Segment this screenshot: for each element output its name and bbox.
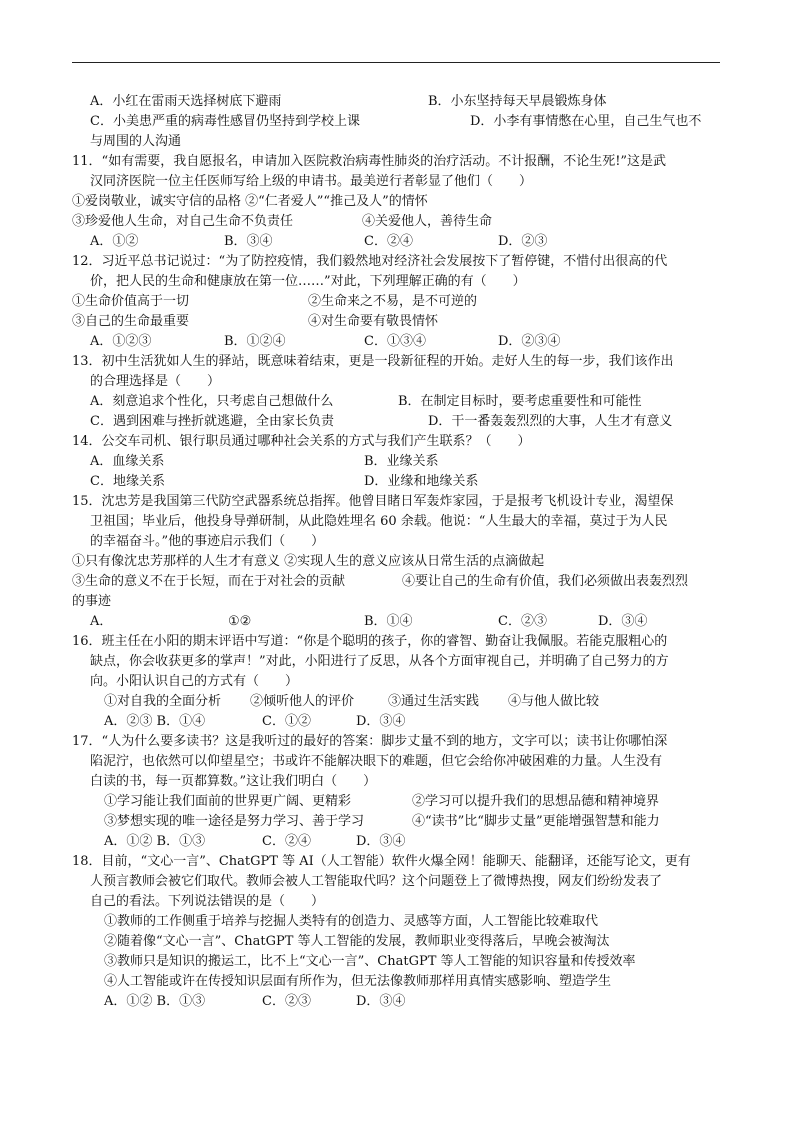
q12-statement-2: ②生命来之不易，是不可逆的: [308, 294, 478, 309]
q18-statement-2: ②随着像“文心一言”、ChatGPT 等人工智能的发展，教师职业变得落后，早晚会被淘汰: [104, 934, 610, 949]
q17-statement-2: ②学习可以提升我们的思想品德和精神境界: [412, 794, 660, 809]
q10-option-d[interactable]: D．小李有事情憋在心里，自己生气也不: [470, 114, 702, 129]
q16-statements: [72, 692, 722, 712]
q16-statement-4: ④与他人做比较: [508, 694, 600, 709]
q16-options: [72, 712, 722, 732]
q11-options: [72, 232, 722, 252]
q14-stem: 14．公交车司机、银行职员通过哪种社会关系的方式与我们产生联系？（ ）: [72, 434, 531, 449]
q12-statements-12: [72, 292, 722, 312]
q16-option-d[interactable]: D．③④: [356, 714, 406, 729]
q16-statement-1: ①对自我的全面分析: [104, 694, 222, 709]
q11-stem-1: 11．“如有需要，我自愿报名，申请加入医院救治病毒性肺炎的治疗活动。不计报酬，不论生死!”这是武: [72, 154, 667, 169]
q14-option-b[interactable]: B．业缘关系: [364, 454, 439, 469]
q18-option-ab[interactable]: A．①② B．①③: [104, 994, 206, 1009]
q13-option-c[interactable]: C．遇到困难与挫折就逃避，全由家长负责: [90, 414, 334, 429]
q17-statements-12: [72, 792, 722, 812]
q16-option-c[interactable]: C．①②: [262, 714, 311, 729]
q18-stem-1: 18．目前，“文心一言”、ChatGPT 等 AI（人工智能）软件火爆全网！能聊天、能翻译，还能写论文，更有: [72, 854, 691, 869]
q14-option-a[interactable]: A．血缘关系: [90, 454, 165, 469]
q12-statement-3: ③自己的生命最重要: [72, 314, 190, 329]
q18-stem-2: 人预言教师会被它们取代。教师会被人工智能取代吗？这个问题登上了微博热搜，网友们纷纷发表了: [90, 874, 663, 889]
q10-option-d-cont: 与周围的人沟通: [90, 134, 182, 149]
q13-option-b[interactable]: B．在制定目标时，要考虑重要性和可能性: [398, 394, 642, 409]
q12-options: [72, 332, 722, 352]
q15-statement-3: ③生命的意义不在于长短，而在于对社会的贡献: [72, 574, 346, 589]
q17-stem-3: 白读的书，每一页都算数。”这让我们明白（ ）: [90, 774, 377, 789]
q15-option-c[interactable]: C．②③: [498, 614, 547, 629]
q13-stem-2: 的合理选择是（ ）: [90, 374, 221, 389]
q16-statement-3: ③通过生活实践: [388, 694, 480, 709]
q17-statement-1: ①学习能让我们面前的世界更广阔、更精彩: [104, 794, 352, 809]
q17-option-c[interactable]: C．②④: [262, 834, 311, 849]
q12-stem-1: 12．习近平总书记说过：“为了防控疫情，我们毅然地对经济社会发展按下了暂停键，不惜付出很高的代: [72, 254, 668, 269]
q15-options: [72, 612, 722, 632]
q18-option-c[interactable]: C．②③: [262, 994, 311, 1009]
q11-statements-12: ①爱岗敬业，诚实守信的品格 ②“仁者爱人”“推己及人”的情怀: [72, 194, 428, 209]
q12-option-b[interactable]: B．①②④: [224, 334, 286, 349]
q17-option-d[interactable]: D．③④: [356, 834, 406, 849]
header-rule: [72, 62, 720, 63]
q13-options-ab: [72, 392, 722, 412]
q17-stem-1: 17．“人为什么要多读书？这是我听过的最好的答案：脚步丈量不到的地方，文字可以；读书让你哪怕深: [72, 734, 668, 749]
q12-option-d[interactable]: D．②③④: [498, 334, 561, 349]
q12-stem-2: 价，把人民的生命和健康放在第一位……”对此，下列理解正确的有（ ）: [90, 274, 526, 289]
q13-option-d[interactable]: D．干一番轰轰烈烈的大事，人生才有意义: [428, 414, 673, 429]
q14-options-ab: [72, 452, 722, 472]
q10-option-a[interactable]: A．小红在雷雨天选择树底下避雨: [90, 94, 282, 109]
q14-option-c[interactable]: C．地缘关系: [90, 474, 165, 489]
q15-statement-4: ④要让自己的生命有价值，我们必须做出表轰烈烈: [402, 574, 689, 589]
q15-option-a-value: ①②: [228, 614, 252, 629]
q14-option-d[interactable]: D．业缘和地缘关系: [364, 474, 479, 489]
q11-statement-4: ④关爱他人，善待生命: [362, 214, 493, 229]
q11-stem-2: 汉同济医院一位主任医师写给上级的申请书。最美逆行者彰显了他们（ ）: [90, 174, 533, 189]
q11-option-a[interactable]: A．①②: [90, 234, 139, 249]
q18-option-d[interactable]: D．③④: [356, 994, 406, 1009]
q10-option-b[interactable]: B．小东坚持每天早晨锻炼身体: [428, 94, 607, 109]
q10-options-ab: [72, 92, 722, 112]
q13-stem-1: 13．初中生活犹如人生的驿站，既意味着结束，更是一段新征程的开始。走好人生的每一步，我们该作出: [72, 354, 674, 369]
q15-statements-12: ①只有像沈忠芳那样的人生才有意义 ②实现人生的意义应该从日常生活的点滴做起: [72, 554, 545, 569]
q17-options: [72, 832, 722, 852]
q15-stem-1: 15．沈忠芳是我国第三代防空武器系统总指挥。他曾目睹日军轰炸家园，于是报考飞机设计专业，渴望保: [72, 494, 674, 509]
q17-statements-34: [72, 812, 722, 832]
q15-option-d[interactable]: D．③④: [598, 614, 648, 629]
q17-option-ab[interactable]: A．①② B．①③: [104, 834, 206, 849]
q11-option-b[interactable]: B．③④: [224, 234, 273, 249]
q17-stem-2: 陷泥泞，也依然可以仰望星空；书或许不能解决眼下的难题，但它会给你冲破困难的力量。人生没有: [90, 754, 663, 769]
q15-statements-34: [72, 572, 722, 592]
q11-option-d[interactable]: D．②③: [498, 234, 548, 249]
q15-stem-3: 的幸福奋斗。”他的事迹启示我们（ ）: [90, 534, 325, 549]
q12-statement-1: ①生命价值高于一切: [72, 294, 190, 309]
q12-option-a[interactable]: A．①②③: [90, 334, 152, 349]
q12-statements-34: [72, 312, 722, 332]
q15-statement-4-cont: 的事迹: [72, 594, 112, 609]
q14-options-cd: [72, 472, 722, 492]
q18-statement-1: ①教师的工作侧重于培养与挖掘人类特有的创造力、灵感等方面，人工智能比较难取代: [104, 914, 599, 929]
q18-options: [72, 992, 722, 1012]
q11-statement-3: ③珍爱他人生命，对自己生命不负责任: [72, 214, 294, 229]
q16-stem-2: 缺点，你会收获更多的掌声！”对此，小阳进行了反思，从各个方面审视自己，并明确了自己努力的方: [90, 654, 669, 669]
q12-statement-4: ④对生命要有敬畏情怀: [308, 314, 439, 329]
q16-option-ab[interactable]: A．②③ B．①④: [104, 714, 206, 729]
q15-option-a[interactable]: A．: [90, 614, 113, 629]
q15-option-b[interactable]: B．①④: [364, 614, 413, 629]
q11-option-c[interactable]: C．②④: [364, 234, 413, 249]
q18-statement-3: ③教师只是知识的搬运工，比不上“文心一言”、ChatGPT 等人工智能的知识容量和传授效率: [104, 954, 636, 969]
q16-stem-3: 向。小阳认识自己的方式有（ ）: [90, 674, 299, 689]
q17-statement-4: ④“读书”比“脚步丈量”更能增强智慧和能力: [412, 814, 660, 829]
q16-statement-2: ②倾听他人的评价: [250, 694, 355, 709]
q11-statements-34: [72, 212, 722, 232]
q17-statement-3: ③梦想实现的唯一途径是努力学习、善于学习: [104, 814, 365, 829]
q18-stem-3: 自己的看法。下列说法错误的是（ ）: [90, 894, 325, 909]
q10-options-cd: [72, 112, 722, 132]
q16-stem-1: 16．班主任在小阳的期末评语中写道：“你是个聪明的孩子，你的睿智、勤奋让我佩服。若能克服粗心的: [72, 634, 668, 649]
q10-option-c[interactable]: C．小美患严重的病毒性感冒仍坚持到学校上课: [90, 114, 360, 129]
q18-statement-4: ④人工智能或许在传授知识层面有所作为，但无法像教师那样用真情实感影响、塑造学生: [104, 974, 612, 989]
exam-page: [72, 92, 722, 1012]
q13-option-a[interactable]: A．刻意追求个性化，只考虑自己想做什么: [90, 394, 334, 409]
q12-option-c[interactable]: C．①③④: [364, 334, 426, 349]
q15-stem-2: 卫祖国；毕业后，他投身导弹研制，从此隐姓埋名 60 余载。他说：“人生最大的幸福，莫过于为人民: [90, 514, 668, 529]
q13-options-cd: [72, 412, 722, 432]
